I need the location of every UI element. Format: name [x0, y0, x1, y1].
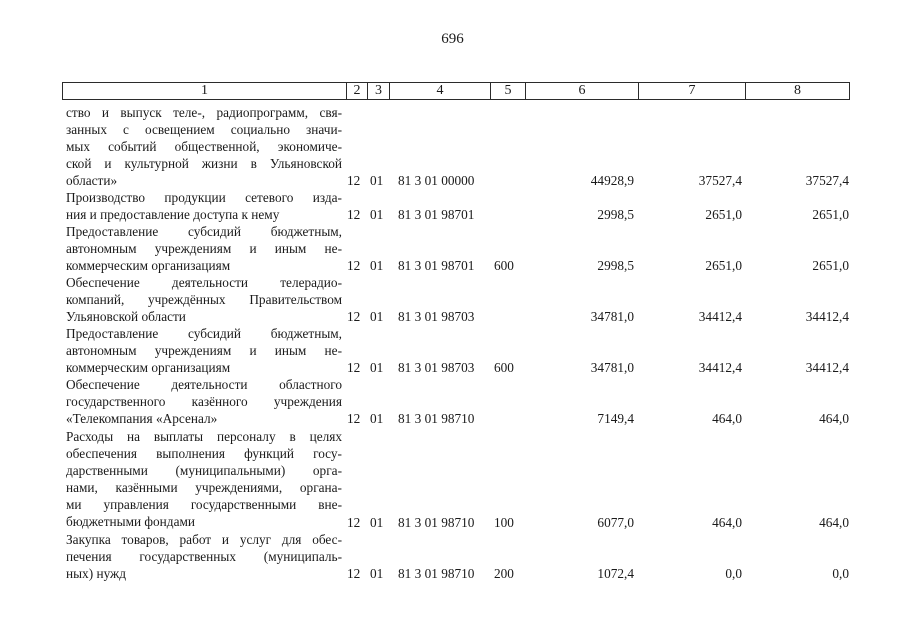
description-line: автономным учреждениям и иным не-: [66, 343, 342, 359]
description-line: печения государственных (муниципаль-: [66, 549, 342, 565]
description-line: ния и предоставление доступа к нему: [66, 207, 280, 223]
header-col-7: 7: [639, 83, 746, 99]
header-col-4: 4: [390, 83, 491, 99]
row-description: [66, 325, 342, 376]
expense-type-code: 600: [494, 258, 514, 273]
header-col-8: 8: [794, 83, 801, 98]
amount-col-7: 34412,4: [698, 360, 742, 375]
description-line: автономным учреждениям и иным не-: [66, 241, 342, 257]
target-article-code: 81 3 01 98701: [398, 258, 475, 273]
target-article-code: 81 3 01 98710: [398, 566, 475, 581]
amount-col-8: 2651,0: [812, 207, 849, 222]
expense-type-code: 100: [494, 515, 514, 530]
row-description: [66, 223, 342, 274]
amount-col-6: 44928,9: [590, 173, 634, 188]
description-line: Предоставление субсидий бюджетным,: [66, 326, 342, 341]
description-line: Расходы на выплаты персоналу в целях: [66, 429, 342, 444]
description-line: «Телекомпания «Арсенал»: [66, 411, 218, 427]
section-code: 12: [347, 360, 361, 375]
amount-col-7: 0,0: [725, 566, 742, 581]
description-line: занных с освещением социально значи-: [66, 122, 342, 138]
amount-col-7: 2651,0: [705, 258, 742, 273]
row-description: [66, 104, 342, 189]
expense-type-code: 600: [494, 360, 514, 375]
target-article-code: 81 3 01 98703: [398, 360, 475, 375]
row-description: [66, 376, 342, 427]
amount-col-7: 2651,0: [705, 207, 742, 222]
header-col-1: 1: [63, 83, 347, 99]
section-code: 12: [347, 515, 361, 530]
row-description: [66, 189, 342, 223]
table-header: [62, 82, 850, 100]
amount-col-7: 464,0: [712, 411, 742, 426]
subsection-code: 01: [370, 258, 384, 273]
section-code: 12: [347, 173, 361, 188]
description-line: Производство продукции сетевого изда-: [66, 190, 342, 205]
page-number: 696: [441, 31, 464, 47]
description-line: области»: [66, 173, 118, 189]
row-description: [66, 274, 342, 325]
amount-col-6: 7149,4: [597, 411, 634, 426]
description-line: Предоставление субсидий бюджетным,: [66, 224, 342, 239]
description-line: ных) нужд: [66, 566, 126, 582]
section-code: 12: [347, 207, 361, 222]
row-description: [66, 531, 342, 582]
description-line: коммерческим организациям: [66, 360, 231, 376]
amount-col-6: 2998,5: [597, 207, 634, 222]
amount-col-6: 6077,0: [597, 515, 634, 530]
amount-col-8: 464,0: [819, 411, 849, 426]
subsection-code: 01: [370, 566, 384, 581]
description-line: дарственными (муниципальными) орга-: [66, 463, 342, 479]
target-article-code: 81 3 01 98710: [398, 411, 475, 426]
header-col-2: 2: [347, 83, 368, 99]
amount-col-6: 34781,0: [590, 360, 634, 375]
amount-col-6: 1072,4: [597, 566, 634, 581]
description-line: обеспечения выполнения функций госу-: [66, 446, 342, 462]
subsection-code: 01: [370, 411, 384, 426]
header-col-5: 5: [491, 83, 526, 99]
description-line: Обеспечение деятельности телерадио-: [66, 275, 342, 290]
section-code: 12: [347, 566, 361, 581]
row-description: [66, 428, 342, 531]
section-code: 12: [347, 411, 361, 426]
subsection-code: 01: [370, 309, 384, 324]
section-code: 12: [347, 309, 361, 324]
amount-col-6: 2998,5: [597, 258, 634, 273]
amount-col-7: 464,0: [712, 515, 742, 530]
target-article-code: 81 3 01 98701: [398, 207, 475, 222]
amount-col-6: 34781,0: [590, 309, 634, 324]
description-line: ми управления государственными вне-: [66, 497, 342, 513]
target-article-code: 81 3 01 00000: [398, 173, 475, 188]
description-line: коммерческим организациям: [66, 258, 231, 274]
amount-col-8: 0,0: [832, 566, 849, 581]
target-article-code: 81 3 01 98710: [398, 515, 475, 530]
description-line: ской и культурной жизни в Ульяновской: [66, 156, 342, 172]
description-line: компаний, учреждённых Правительством: [66, 292, 342, 308]
expense-type-code: 200: [494, 566, 514, 581]
description-line: ство и выпуск теле-, радиопрограмм, свя-: [66, 105, 342, 120]
subsection-code: 01: [370, 360, 384, 375]
description-line: Закупка товаров, работ и услуг для обес-: [66, 532, 342, 547]
header-col-3: 3: [368, 83, 390, 99]
description-line: Обеспечение деятельности областного: [66, 377, 342, 392]
subsection-code: 01: [370, 173, 384, 188]
header-col-6: 6: [526, 83, 639, 99]
description-line: мых событий общественной, экономиче-: [66, 139, 342, 155]
description-line: нами, казёнными учреждениями, органа-: [66, 480, 342, 496]
subsection-code: 01: [370, 207, 384, 222]
section-code: 12: [347, 258, 361, 273]
description-line: бюджетными фондами: [66, 514, 195, 530]
target-article-code: 81 3 01 98703: [398, 309, 475, 324]
subsection-code: 01: [370, 515, 384, 530]
amount-col-8: 2651,0: [812, 258, 849, 273]
amount-col-7: 37527,4: [698, 173, 742, 188]
description-line: государственного казённого учреждения: [66, 394, 342, 410]
amount-col-8: 464,0: [819, 515, 849, 530]
amount-col-8: 34412,4: [805, 309, 849, 324]
amount-col-8: 37527,4: [805, 173, 849, 188]
amount-col-8: 34412,4: [805, 360, 849, 375]
description-line: Ульяновской области: [66, 309, 186, 325]
amount-col-7: 34412,4: [698, 309, 742, 324]
